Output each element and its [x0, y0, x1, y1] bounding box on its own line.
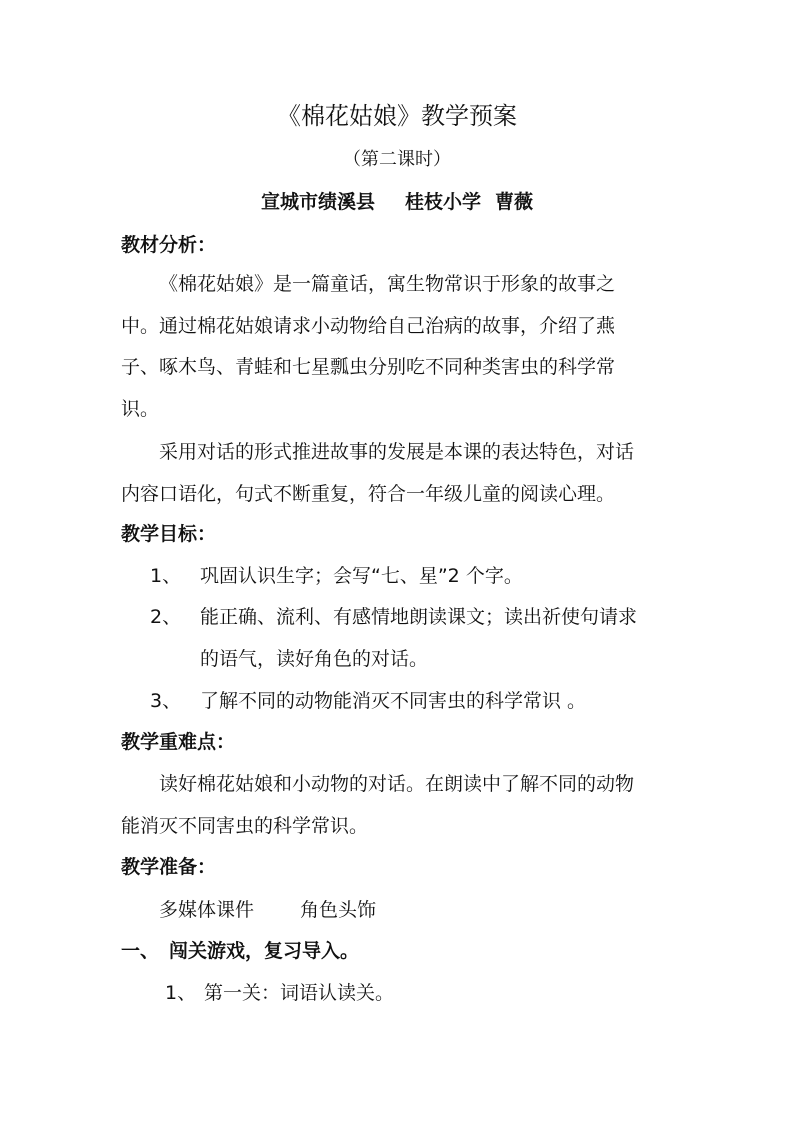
step1-sub-number: 1、: [165, 982, 197, 1004]
goal-3-number: 3、: [150, 690, 182, 712]
author-location: 宣城市绩溪县: [260, 191, 375, 213]
author-school: 桂枝小学: [404, 191, 481, 213]
author-line: [0, 190, 794, 214]
document-title: 《棉花姑娘》教学预案: [277, 102, 517, 130]
author-name: 曹薇: [495, 191, 534, 213]
preparation-item-1: 多媒体课件: [159, 899, 255, 921]
analysis-p1-line1: 《棉花姑娘》是一篇童话，寓生物常识于形象的故事之: [159, 273, 616, 295]
analysis-p1-line4: 识。: [121, 398, 160, 420]
document-subtitle: （第二课时）: [343, 149, 451, 170]
analysis-p1-line2: 中。通过棉花姑娘请求小动物给自己治病的故事，介绍了燕: [121, 315, 616, 337]
analysis-p1-line3: 子、啄木鸟、青蛙和七星瓢虫分别吃不同种类害虫的科学常: [121, 356, 616, 378]
analysis-p2-line2: 内容口语化，句式不断重复，符合一年级儿童的阅读心理。: [121, 483, 616, 505]
goal-2-number: 2、: [150, 606, 182, 628]
goal-2-text-line2: 的语气，读好角色的对话。: [200, 648, 429, 670]
keypoints-line2: 能消灭不同害虫的科学常识。: [121, 815, 369, 837]
goals-heading: 教学目标：: [121, 523, 217, 545]
goal-1-text: 巩固认识生字；会写“七、星”2 个字。: [200, 565, 523, 587]
step1-heading: 闯关游戏，复习导入。: [169, 940, 360, 962]
analysis-heading: 教材分析：: [121, 234, 217, 256]
analysis-p2-line1: 采用对话的形式推进故事的发展是本课的表达特色，对话: [159, 441, 635, 463]
step1-sub-text: 第一关：词语认读关。: [204, 982, 395, 1004]
preparation-heading: 教学准备：: [121, 856, 217, 878]
keypoints-line1: 读好棉花姑娘和小动物的对话。在朗读中了解不同的动物: [159, 773, 635, 795]
step1-number: 一、: [121, 940, 160, 962]
keypoints-heading: 教学重难点：: [121, 731, 236, 753]
goal-3-text: 了解不同的动物能消灭不同害虫的科学常识 。: [200, 690, 587, 712]
preparation-item-2: 角色头饰: [300, 899, 377, 921]
goal-1-number: 1、: [150, 565, 182, 587]
goal-2-text-line1: 能正确、流利、有感情地朗读课文；读出祈使句请求: [200, 606, 638, 628]
